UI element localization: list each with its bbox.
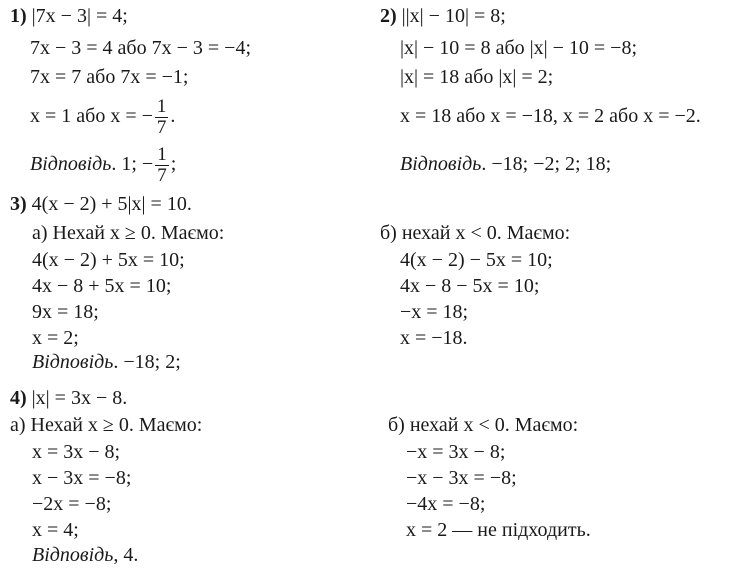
problem-2-step-2: |x| = 18 або |x| = 2; <box>400 66 554 88</box>
problem-1-step-3 <box>30 96 175 138</box>
problem-4-answer-text: , 4. <box>113 544 139 566</box>
problem-3-case-b-step-4: x = −18. <box>400 327 468 349</box>
problem-3-case-b-step-2: 4x − 8 − 5x = 10; <box>400 275 540 297</box>
problem-3-case-b-step-1: 4(x − 2) − 5x = 10; <box>400 249 553 271</box>
fraction-numerator: 1 <box>157 143 167 165</box>
problem-1-answer-end: ; <box>170 153 177 175</box>
problem-1-step-1: 7x − 3 = 4 або 7x − 3 = −4; <box>30 37 252 59</box>
problem-3-number: 3) <box>10 193 27 215</box>
problem-3-case-a-step-4: x = 2; <box>32 327 79 349</box>
problem-4-case-a-step-1: x = 3x − 8; <box>32 441 121 463</box>
problem-3-case-a-step-3: 9x = 18; <box>32 301 99 323</box>
problem-4-case-a-step-3: −2x = −8; <box>32 493 112 515</box>
problem-2-step-1: |x| − 10 = 8 або |x| − 10 = −8; <box>400 37 638 59</box>
problem-3-eq: 4(x − 2) + 5|x| = 10. <box>31 193 192 215</box>
answer-label: Відповідь <box>32 351 114 373</box>
problem-1-number: 1) <box>10 5 27 27</box>
fraction-numerator: 1 <box>156 95 167 117</box>
problem-4-case-a-step-2: x − 3x = −8; <box>32 467 132 489</box>
problem-3-case-a-condition: а) Нехай x ≥ 0. Маємо: <box>32 222 225 244</box>
answer-label: Відповідь <box>32 544 114 566</box>
problem-1-answer-text: . 1; − <box>111 153 154 175</box>
problem-1-equation <box>10 4 128 28</box>
problem-2-eq: ||x| − 10| = 8; <box>401 5 506 27</box>
problem-4-answer <box>32 543 138 567</box>
problem-4-case-b-step-3: −4x = −8; <box>406 493 486 515</box>
problem-3-answer-text: . −18; 2; <box>113 351 181 373</box>
fraction-denominator: 7 <box>157 164 167 186</box>
problem-3-case-a-step-1: 4(x − 2) + 5x = 10; <box>32 249 185 271</box>
problem-4-case-b-condition: б) нехай x < 0. Маємо: <box>388 414 579 436</box>
problem-4-case-a-condition: а) Нехай x ≥ 0. Маємо: <box>10 414 203 436</box>
problem-4-number: 4) <box>10 387 27 409</box>
problem-1-answer <box>30 144 176 186</box>
problem-3-answer <box>32 350 181 374</box>
problem-2-answer <box>400 152 611 176</box>
problem-4-case-b-step-2: −x − 3x = −8; <box>406 467 517 489</box>
problem-1-step-3-end: . <box>170 105 176 127</box>
problem-2-number: 2) <box>380 5 397 27</box>
problem-3-case-a-step-2: 4x − 8 + 5x = 10; <box>32 275 172 297</box>
problem-3-equation <box>10 192 192 216</box>
problem-4-case-b-step-4: x = 2 — не підходить. <box>406 519 591 541</box>
problem-3-case-b-condition: б) нехай x < 0. Маємо: <box>380 222 571 244</box>
problem-2-step-3: x = 18 або x = −18, x = 2 або x = −2. <box>400 105 701 127</box>
problem-4-equation <box>10 386 127 410</box>
problem-4-eq: |x| = 3x − 8. <box>31 387 128 409</box>
fraction <box>155 97 169 138</box>
problem-2-answer-text: . −18; −2; 2; 18; <box>481 153 612 175</box>
answer-label: Відповідь <box>30 153 112 175</box>
problem-1-step-3-text: x = 1 або x = − <box>30 105 153 127</box>
problem-1-eq: |7x − 3| = 4; <box>31 5 128 27</box>
fraction <box>155 145 169 186</box>
problem-1-step-2: 7x = 7 або 7x = −1; <box>30 66 189 88</box>
problem-3-case-b-step-3: −x = 18; <box>400 301 469 323</box>
problem-4-case-b-step-1: −x = 3x − 8; <box>406 441 506 463</box>
problem-4-case-a-step-4: x = 4; <box>32 519 79 541</box>
problem-2-equation <box>380 4 506 28</box>
fraction-denominator: 7 <box>156 116 167 138</box>
answer-label: Відповідь <box>400 153 482 175</box>
